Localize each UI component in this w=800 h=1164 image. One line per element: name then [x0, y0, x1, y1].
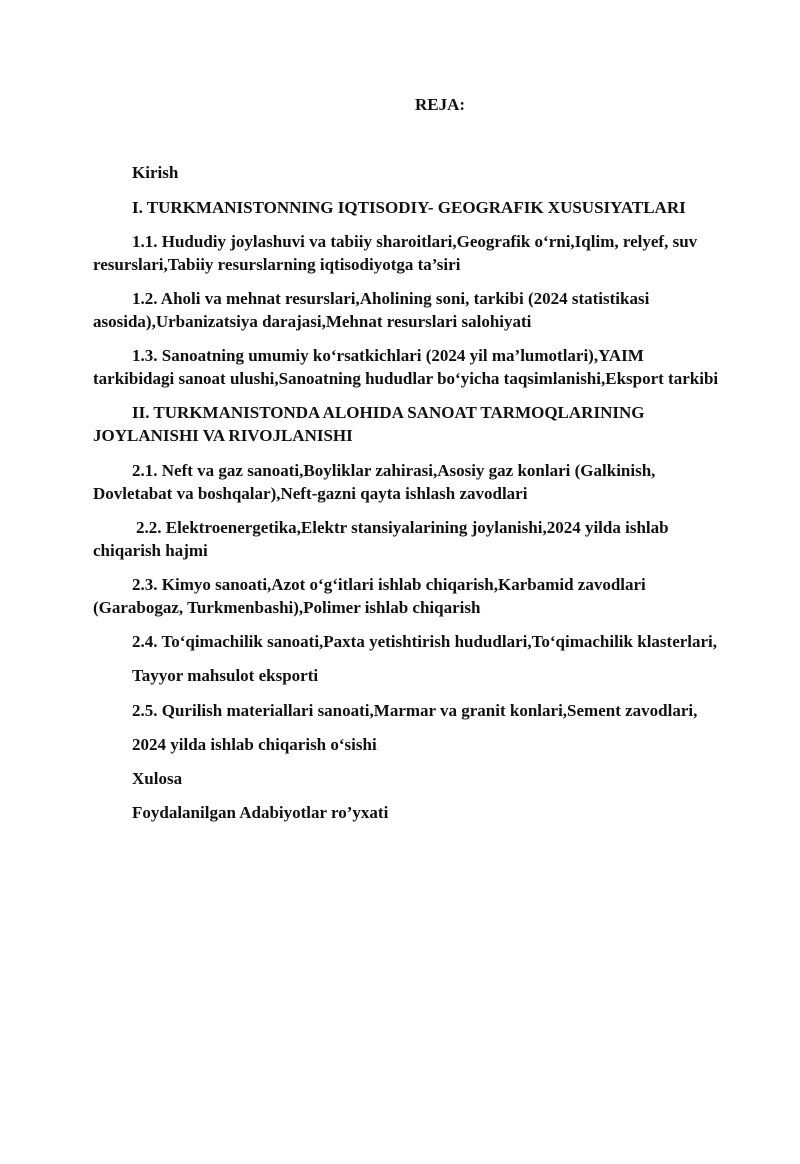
toc-line: 2.5. Qurilish materiallari sanoati,Marmar va granit konlari,Sement zavodlari, [132, 701, 698, 720]
toc-line: 2.1. Neft va gaz sanoati,Boyliklar zahirasi,Asosiy gaz konlari (Galkinish, [132, 461, 656, 480]
toc-line-continued: Dovletabat va boshqalar),Neft-gazni qayta ishlash zavodlari [93, 484, 528, 503]
toc-line-continued: chiqarish hajmi [93, 541, 208, 560]
toc-line: Tayyor mahsulot eksporti [132, 666, 319, 685]
toc-entry-1-2 [93, 287, 793, 333]
toc-entry-2-5-continued [93, 733, 793, 756]
toc-line-continued: JOYLANISHI VA RIVOJLANISHI [93, 426, 353, 445]
toc-line: 2.2. Elektroenergetika,Elektr stansiyalarining joylanishi,2024 yilda ishlab [136, 518, 669, 537]
toc-entry-chapter-1 [93, 196, 793, 219]
toc-entry-references [93, 801, 793, 824]
toc-line: Foydalanilgan Adabiyotlar ro’yxati [132, 803, 389, 822]
toc-entry-2-2 [93, 516, 793, 562]
toc-line: 1.3. Sanoatning umumiy ko‘rsatkichlari (2024 yil ma’lumotlari),YAIM [132, 346, 644, 365]
toc-entry-2-1 [93, 459, 793, 505]
toc-entry-2-4-continued [93, 664, 793, 687]
toc-line: II. TURKMANISTONDA ALOHIDA SANOAT TARMOQLARINING [132, 403, 645, 422]
page-title: REJA: [414, 95, 466, 114]
toc-line-continued: asosida),Urbanizatsiya darajasi,Mehnat resurslari salohiyati [93, 312, 532, 331]
toc-line-continued: resurslari,Tabiiy resurslarning iqtisodiyotga ta’siri [93, 255, 461, 274]
toc-line: 1.2. Aholi va mehnat resurslari,Aholining soni, tarkibi (2024 statistikasi [132, 289, 650, 308]
toc-line: Xulosa [132, 769, 183, 788]
toc-entry-chapter-2 [93, 401, 793, 447]
toc-line: I. TURKMANISTONNING IQTISODIY- GEOGRAFIK XUSUSIYATLARI [132, 198, 686, 217]
toc-entry-1-1 [93, 230, 793, 276]
toc-line-continued: (Garabogaz, Turkmenbashi),Polimer ishlab chiqarish [93, 598, 481, 617]
toc-line-continued: tarkibidagi sanoat ulushi,Sanoatning hududlar bo‘yicha taqsimlanishi,Eksport tarkibi [93, 369, 719, 388]
toc-entry-conclusion [93, 767, 793, 790]
toc-entry-intro [93, 161, 793, 184]
toc-line: 2.3. Kimyo sanoati,Azot o‘g‘itlari ishlab chiqarish,Karbamid zavodlari [132, 575, 646, 594]
toc-entry-2-3 [93, 573, 793, 619]
toc-entry-2-5 [93, 699, 793, 722]
toc-entry-1-3 [93, 344, 793, 390]
toc-line: 2.4. To‘qimachilik sanoati,Paxta yetishtirish hududlari,To‘qimachilik klasterlari, [132, 632, 718, 651]
toc-line: 1.1. Hududiy joylashuvi va tabiiy sharoitlari,Geografik o‘rni,Iqlim, relyef, suv [132, 232, 698, 251]
toc-line: Kirish [132, 163, 179, 182]
toc-entry-2-4 [93, 630, 793, 653]
toc-line: 2024 yilda ishlab chiqarish o‘sishi [132, 735, 377, 754]
